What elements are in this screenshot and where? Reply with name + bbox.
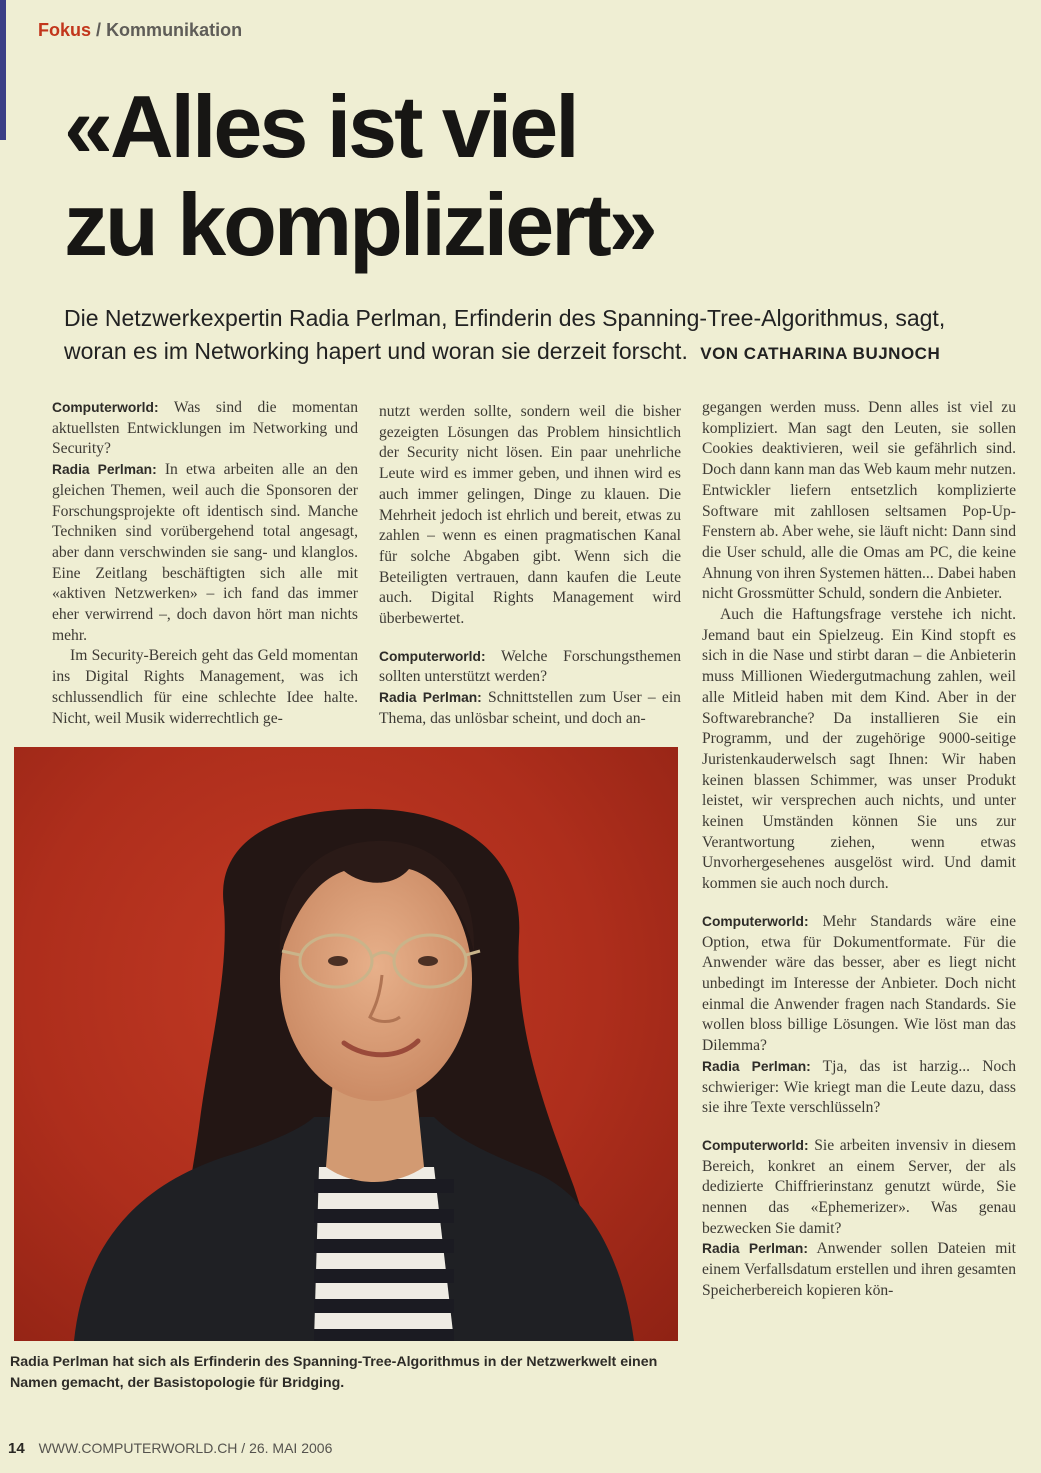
portrait-photo (14, 747, 678, 1341)
rubric-section: Fokus (38, 20, 92, 40)
paragraph (379, 647, 681, 688)
speaker-label: Computerworld: (379, 648, 486, 664)
paragraph (52, 398, 358, 460)
paragraph (702, 912, 1016, 1057)
portrait-illustration (14, 747, 678, 1341)
text-column-1 (52, 398, 358, 729)
text-column-2 (379, 402, 681, 730)
paragraph (379, 402, 681, 630)
speaker-label: Computerworld: (702, 913, 809, 929)
page-edge-bar (0, 0, 6, 140)
speaker-label: Radia Perlman: (702, 1241, 808, 1257)
paragraph-text: Welche Forschungsthemen sollten unterstützt werden? (379, 647, 681, 686)
paragraph-text: Auch die Haftungsfrage verstehe ich nicht. Jemand baut ein Spielzeug. Ein Kind stopft es sich in die Nase und stirbt daran – die Anbieterin muss Millionen Wiedergutmachung zahlen, weil alle Mitleid haben mit dem Kind. Aber in der Softwarebranche? Da installieren Sie ein Programm, und der zugehörige 9000-seitige Juristenkauderwelsch sagt Ihnen: Wir haben keinen blassen Schimmer, was unser Produkt leistet, wir versprechen auch nichts, und unter keinen Umständen können Sie uns zur Verantwortung ziehen, wenn etwas Unvorhergesehenes ausgelöst wird. Und damit kommen sie auch noch durch. (702, 606, 1016, 893)
paragraph-text: Anwender sollen Dateien mit einem Verfallsdatum erstellen und ihren gesamten Speicherbereich kopieren kön- (702, 1240, 1016, 1299)
headline-line-2: zu kompliziert» (64, 175, 655, 274)
speaker-label: Computerworld: (52, 400, 159, 415)
paragraph (702, 1136, 1016, 1240)
author-byline: VON CATHARINA BUJNOCH (700, 344, 941, 363)
rubric-separator: / (96, 20, 102, 40)
speaker-label: Computerworld: (702, 1137, 809, 1153)
headline-line-1: «Alles ist viel (64, 77, 577, 176)
paragraph-text: Schnittstellen zum User – ein Thema, das unlösbar scheint, und doch an- (379, 689, 681, 727)
paragraph (702, 1057, 1016, 1119)
paragraph (702, 398, 1016, 605)
article-headline (64, 78, 1004, 274)
paragraph-text: Was sind die momentan aktuellsten Entwicklungen im Networking und Security? (52, 399, 358, 458)
paragraph (702, 605, 1016, 895)
speaker-label: Radia Perlman: (702, 1058, 811, 1074)
striped-shirt (314, 1167, 454, 1341)
page-footer (8, 1440, 332, 1457)
paragraph-text: Im Security-Bereich geht das Geld momentan ins Digital Rights Management, was ich schlussendlich für eine schlechte Idee halte. Nicht, weil Musik widerrechtlich ge- (52, 647, 358, 727)
section-rubric (38, 20, 242, 41)
paragraph-text: Tja, das ist harzig... Noch schwieriger: Wie kriegt man die Leute dazu, dass sie ihre Texte verschlüsseln? (702, 1057, 1016, 1117)
publication-info: WWW.COMPUTERWORLD.CH / 26. MAI 2006 (38, 1440, 333, 1456)
paragraph (379, 688, 681, 729)
speaker-label: Radia Perlman: (52, 462, 157, 478)
paragraph-text: In etwa arbeiten alle an den gleichen Themen, weil auch die Sponsoren der Forschungsprojekte oft identisch sind. Manche Techniken sind vorübergehend total angesagt, aber dann verschwinden sie sang- und klanglos. Eine Zeitlang beschäftigten sich alle mit «aktiven Netzwerken» – ich fand das immer eher verwirrend –, doch davon hört man nichts mehr. (52, 461, 358, 644)
photo-caption: Radia Perlman hat sich als Erfinderin des Spanning-Tree-Algorithmus in der Netzwerkwelt einen Namen gemacht, der Basistopologie für Bridging. (10, 1354, 658, 1391)
paragraph (52, 646, 358, 729)
text-column-3 (702, 398, 1016, 1302)
paragraph-text: Mehr Standards wäre eine Option, etwa für Dokumentformate. Für die Anwender wäre das besser, aber es liegt nicht unbedingt im Interesse der Anbieter. Doch nicht einmal die Anwender fragen nach Standards. Sie wollen bloss billige Lösungen. Wie löst man das Dilemma? (702, 912, 1016, 1055)
paragraph (702, 1239, 1016, 1301)
paragraph-text: nutzt werden sollte, sondern weil die bisher gezeigten Lösungen das Problem hinsichtlich der Security nicht lösen. Ein paar unehrliche Leute wird es immer geben, und ihnen wird es auch immer gelingen, Dinge zu klauen. Die Mehrheit jedoch ist ehrlich und bereit, etwas zu zahlen – wenn es einen pragmatischen Kanal für solche Abgaben gibt. Wenn sich die Beteiligten vertrauen, dann kaufen die Leute auch. Digital Rights Management wird überbewertet. (379, 403, 681, 628)
article-lead (64, 302, 994, 370)
paragraph-text: Sie arbeiten invensiv in diesem Bereich, konkret an einem Server, der als dedizierte Chiffrierinstanz genutzt würde, Sie nennen das «Ephemerizer». Was genau bezwecken Sie damit? (702, 1136, 1016, 1237)
page-number: 14 (8, 1440, 25, 1457)
lead-text: Die Netzwerkexpertin Radia Perlman, Erfinderin des Spanning-Tree-Algorithmus, sagt, woran es im Networking hapert und woran sie derzeit forscht. (64, 305, 946, 364)
speaker-label: Radia Perlman: (379, 690, 482, 706)
paragraph (52, 460, 358, 646)
rubric-topic: Kommunikation (106, 20, 243, 40)
paragraph-text: gegangen werden muss. Denn alles ist viel zu kompliziert. Man sagt den Leuten, sie sollen Cookies deaktivieren, weil sie gefährlich sind. Doch dann kann man das Web kaum mehr nutzen. Entwickler liefern entsetzlich komplizierte Software mit zahllosen seltsamen Pop-Up-Fenstern ab. Aber wehe, sie läuft nicht: Dann sind die User schuld, alle die Omas am PC, die keine Ahnung von ihren Systemen hätten... Dabei haben nicht Grossmütter Schuld, sondern die Anbieter. (702, 399, 1016, 603)
